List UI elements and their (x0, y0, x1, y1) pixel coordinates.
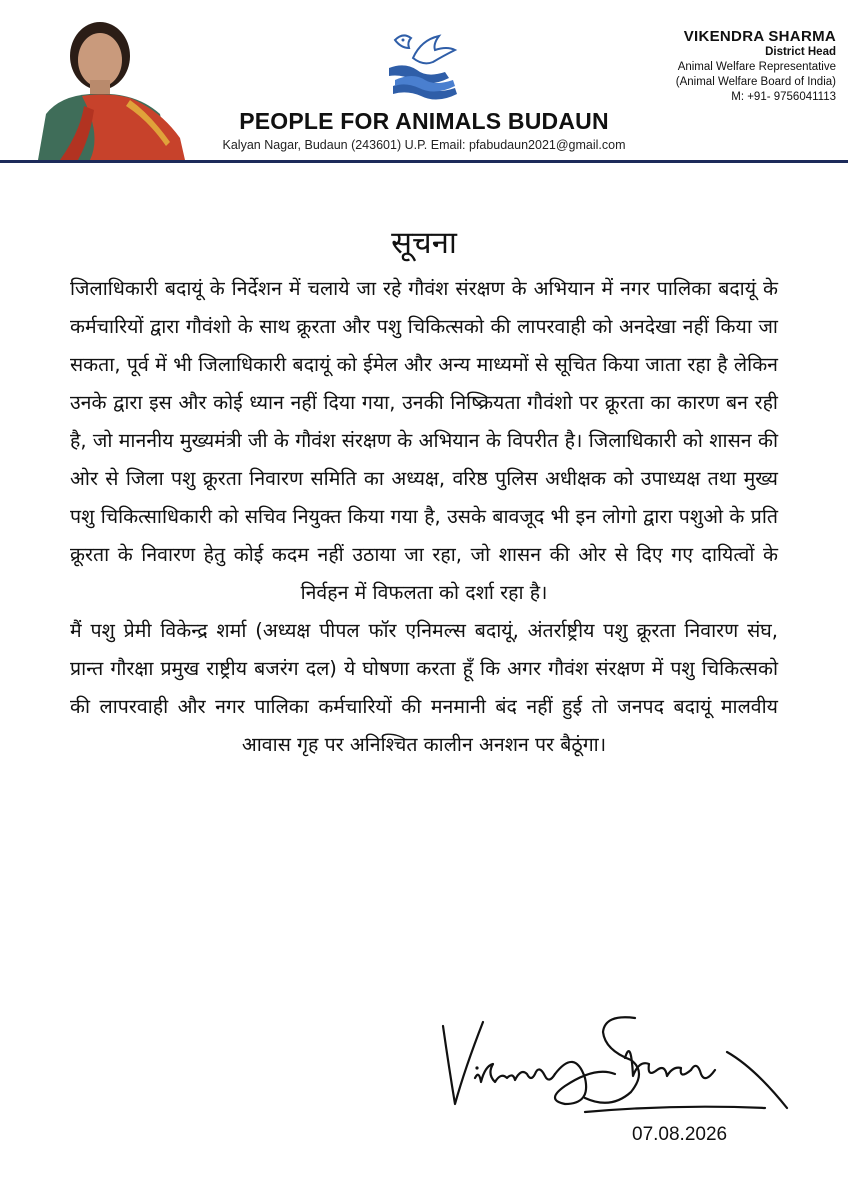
notice-title: सूचना (391, 225, 457, 261)
notice-body (70, 270, 778, 764)
representative-board: (Animal Welfare Board of India) (675, 76, 836, 88)
header-divider (0, 160, 848, 163)
notice-paragraph: जिलाधिकारी बदायूं के निर्देशन में चलाये जा रहे गौवंश संरक्षण के अभियान में नगर पालिका बदायूं के कर्मचारियों द्वारा गौवंशो के साथ क्रूरता और पशु चिकित्सको की लापरवाही को अनदेखा नहीं किया जा सकता, पूर्व में भी जिलाधिकारी बदायूं को ईमेल और अन्य माध्यमों से सूचित किया जाता रहा है लेकिन उनके द्वारा इस और कोई ध्यान नहीं दिया गया, उनकी निष्क्रियता गौवंशो पर क्रूरता का कारण बन रही है, जो माननीय मुख्यमंत्री जी के गौवंश संरक्षण के अभियान के विपरीत है। जिलाधिकारी को शासन की ओर से जिला पशु क्रूरता निवारण समिति का अध्यक्ष, वरिष्ठ पुलिस अधीक्षक को उपाध्यक्ष तथा मुख्य पशु चिकित्साधिकारी को सचिव नियुक्त किया गया है, उसके बावजूद भी इन लोगो द्वारा पशुओ के प्रति क्रूरता के निवारण हेतु कोई कदम नहीं उठाया जा रहा, जो शासन की ओर से दिए गए दायित्वों के निर्वहन में विफलता को दर्शा रहा है। (70, 277, 778, 604)
representative-name: VIKENDRA SHARMA (683, 28, 836, 45)
portrait-photo (20, 14, 185, 160)
representative-mobile: M: +91- 9756041113 (731, 91, 836, 103)
handwritten-signature (435, 1008, 790, 1128)
notice-paragraph: मैं पशु प्रेमी विकेन्द्र शर्मा (अध्यक्ष पीपल फॉर एनिमल्स बदायूं, अंतर्राष्ट्रीय पशु क्रूरता निवारण संघ, प्रान्त गौरक्षा प्रमुख राष्ट्रीय बजरंग दल) ये घोषणा करता हूँ कि अगर गौवंश संरक्षण में पशु चिकित्सको की लापरवाही और नगर पालिका कर्मचारियों की मनमानी बंद नहीं हुई तो जनपद बदायूं मालवीय आवास गृह पर अनिश्चित कालीन अनशन पर बैठूंगा। (70, 619, 778, 756)
representative-title: District Head (765, 46, 836, 58)
signature-date: 07.08.2026 (632, 1124, 728, 1145)
organisation-name: PEOPLE FOR ANIMALS BUDAUN (239, 108, 609, 134)
representative-role: Animal Welfare Representative (677, 61, 836, 73)
representative-details (576, 28, 836, 105)
organisation-address: Kalyan Nagar, Budaun (243601) U.P. Email: pfabudaun2021@gmail.com (222, 138, 626, 152)
letterhead (0, 0, 848, 163)
dove-hands-logo (383, 28, 463, 106)
